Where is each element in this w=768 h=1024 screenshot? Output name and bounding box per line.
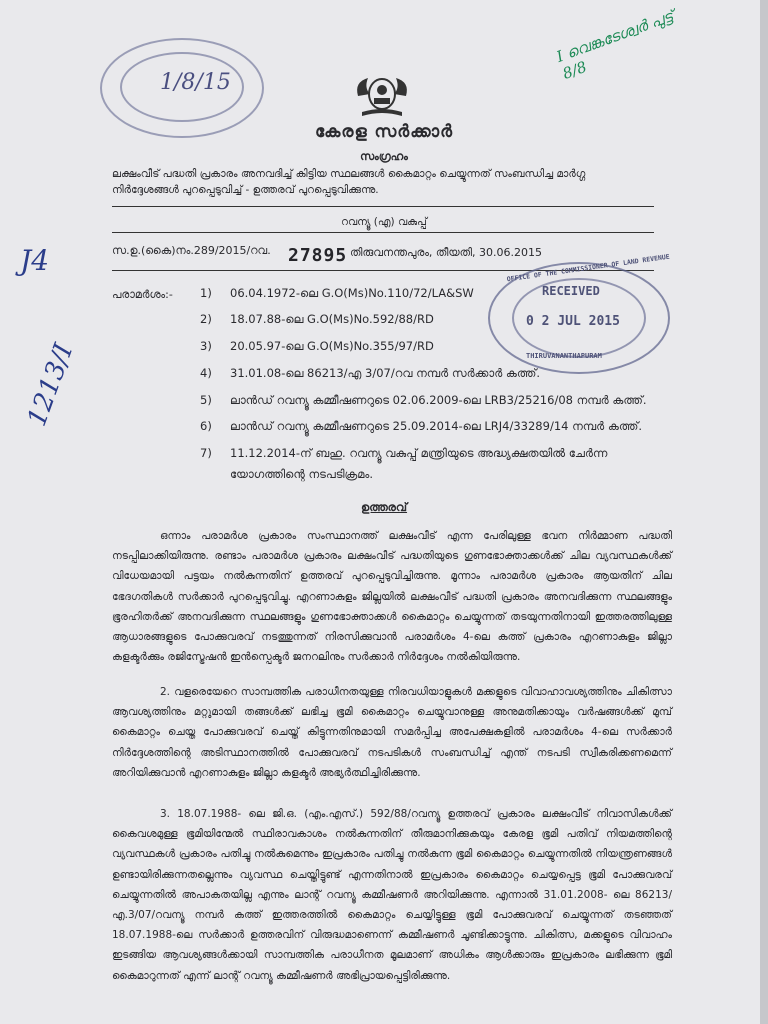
received-date: 0 2 JUL 2015 — [526, 314, 620, 329]
margin-note-file-number: 1213/I — [22, 339, 80, 431]
top-right-handwritten-note: I വെങ്കടേശ്വർ പുട്ട് 8/8 — [554, 6, 676, 83]
department-rule — [112, 232, 654, 233]
top-left-stamp-date: 1/8/15 — [160, 70, 231, 95]
subject-rule — [112, 206, 654, 207]
place-and-date: തിരുവനന്തപുരം, തീയതി, 30.06.2015 — [350, 246, 543, 259]
reference-text: 18.07.88-ലെ G.O(Ms)No.592/88/RD — [230, 312, 434, 326]
abstract-label: സംഗ്രഹം — [360, 150, 408, 163]
reference-item — [200, 446, 670, 482]
reference-text: ലാൻഡ് റവന്യൂ കമ്മീഷണറുടെ 02.06.2009-ലെ LRB3/25216/08 നമ്പർ കത്ത്. — [230, 393, 647, 407]
reference-number: 3) — [200, 339, 212, 353]
body-paragraph: 2. വളരെയേറെ സാമ്പത്തിക പരാധീനതയുള്ള നിരവധിയാളുകൾ മക്കളുടെ വിവാഹാവശ്യത്തിനും ചികിത്സാ ആവശ്യത്തിനും മറ്റുമായി തങ്ങൾക്ക് ലഭിച്ച ഭൂമി കൈമാറ്റം ചെയ്യുവാനുള്ള അനുമതിക്കായും വർഷങ്ങൾക്ക് മുമ്പ് കൈമാറ്റം ചെയ്ത പോക്കുവരവ് ചെയ്ത് കിട്ടുന്നതിനുമായി സമർപ്പിച്ച അപേക്ഷകളിൽ പരാമർശം 4-ലെ സർക്കാർ നിർദ്ദേശത്തിന്റെ അടിസ്ഥാനത്തിൽ പോക്കുവരവ് നടപടികൾ സംബന്ധിച്ച് എന്ത് നടപടി സ്വീകരിക്കണമെന്ന് അറിയിക്കുവാൻ എറണാകുളം ജില്ലാ കളക്ടർ അഭ്യർത്ഥിച്ചിരിക്കുന്നു. — [112, 686, 672, 779]
order-subject: ലക്ഷംവീട് പദ്ധതി പ്രകാരം അനവദിച്ച് കിട്ടിയ സ്ഥലങ്ങൾ കൈമാറ്റം ചെയ്യുന്നത് സംബന്ധിച്ച മാർഗ്ഗ നിർദ്ദേശങ്ങൾ പുറപ്പെടുവിച്ച് - ഉത്തരവ് പുറപ്പെടുവിക്കുന്നു. — [112, 168, 586, 196]
body-paragraph: 3. 18.07.1988- ലെ ജി.ഒ. (എം.എസ്.) 592/88/റവന്യൂ ഉത്തരവ് പ്രകാരം ലക്ഷംവീട് നിവാസികൾക്ക് കൈവശമുള്ള ഭൂമിയിന്മേൽ സ്ഥിരാവകാശം നൽകുന്നതിന് തീരുമാനിക്കുകയും കേരള ഭൂമി പതിവ് നിയമത്തിന്റെ വ്യവസ്ഥകൾ പ്രകാരം പതിച്ചു നൽകുമെന്നും ഇപ്രകാരം പതിച്ചു നൽകുന്ന ഭൂമി കൈമാറ്റം ചെയ്യുന്നതിൽ നിയന്ത്രണങ്ങൾ ഉണ്ടായിരിക്കുന്നതല്ലെന്നും വ്യവസ്ഥ ചെയ്തിട്ടുണ്ട് എന്നതിനാൽ ഇപ്രകാരം കൈമാറ്റം ചെയ്യപ്പെട്ട ഭൂമി പോക്കുവരവ് ചെയ്യുന്നതിൽ അപാകതയില്ല എന്നും ലാന്റ് റവന്യൂ കമ്മീഷണർ അറിയിക്കുന്നു. എന്നാൽ 31.01.2008- ലെ 86213/എ.3/07/റവന്യൂ നമ്പർ കത്ത് ഇത്തരത്തിൽ കൈമാറ്റം ചെയ്യിട്ടുള്ള ഭൂമി പോക്കുവരവ് ചെയ്യുന്നത് തടഞ്ഞത് 18.07.1988-ലെ സർക്കാർ ഉത്തരവിന് വിരുദ്ധമാണെന്ന് കമ്മീഷണർ ചൂണ്ടിക്കാട്ടുന്നു. ചികിത്സ, മക്കളുടെ വിവാഹം ഇടങ്ങിയ ആവശ്യങ്ങൾക്കായി സാമ്പത്തിക പരാധീനത മൂലമാണ് അധികം ആൾക്കാരും ഇപ്രകാരം ലഭിക്കുന്ന ഭൂമി കൈമാറുന്നത് എന്ന് ലാന്റ് റവന്യൂ കമ്മീഷണർ അഭിപ്രായപ്പെട്ടിരിക്കുന്നു. — [112, 808, 672, 982]
reference-text: ലാൻഡ് റവന്യൂ കമ്മീഷണറുടെ 25.09.2014-ലെ LRJ4/33289/14 നമ്പർ കത്ത്. — [230, 419, 643, 433]
reference-text-continued: യോഗത്തിന്റെ നടപടിക്രമം. — [230, 467, 373, 481]
order-heading: ഉത്തരവ് — [360, 500, 408, 514]
reference-text: 11.12.2014-ന് ബഹു. റവന്യൂ വകുപ്പ് മന്ത്രിയുടെ അദ്ധ്യക്ഷതയിൽ ചേർന്ന — [230, 446, 608, 460]
reference-text: 20.05.97-ലെ G.O(Ms)No.355/97/RD — [230, 339, 434, 353]
received-office: OFFICE OF THE COMMISSIONER OF LAND REVENUE — [506, 252, 671, 284]
reference-number: 1) — [200, 286, 212, 300]
received-label: RECEIVED — [542, 284, 600, 298]
department-name: റവന്യൂ (എ) വകുപ്പ് — [341, 216, 427, 228]
reference-number: 4) — [200, 366, 212, 380]
government-order-number: സ.ഉ.(കൈ)നം.289/2015/റവ. — [112, 244, 271, 257]
inward-number-stamp: 27895 — [288, 245, 348, 266]
reference-item — [200, 393, 670, 408]
margin-note-j4: J4 — [20, 244, 50, 277]
reference-item — [200, 419, 670, 434]
references-label: പരാമർശം:- — [112, 288, 173, 301]
reference-text: 31.01.08-ലെ 86213/എ 3/07/റവ നമ്പർ സർക്കാർ കത്ത്. — [230, 366, 541, 380]
reference-text: 06.04.1972-ലെ G.O(Ms)No.110/72/LA&SW — [230, 286, 474, 300]
reference-number: 5) — [200, 393, 212, 407]
kerala-emblem-icon — [352, 72, 412, 120]
reference-number: 6) — [200, 419, 212, 433]
body-paragraph: ഒന്നാം പരാമർശ പ്രകാരം സംസ്ഥാനത്ത് ലക്ഷംവീട് എന്ന പേരിലുള്ള ഭവന നിർമ്മാണ പദ്ധതി നടപ്പിലാക്കിയിരുന്നു. രണ്ടാം പരാമർശ പ്രകാരം ലക്ഷംവീട് പദ്ധതിയുടെ ഗുണഭോക്താക്കൾക്ക് ചില വ്യവസ്ഥകൾക്ക് വിധേയമായി പട്ടയം നൽകുന്നതിന് ഉത്തരവ് പുറപ്പെടുവിച്ചിരുന്നു. മൂന്നാം പരാമർശ പ്രകാരം ആയതിന് ചില ഭേദഗതികൾ സർക്കാർ പുറപ്പെടുവിച്ചു. എറണാകുളം ജില്ലയിൽ ലക്ഷംവീട് പദ്ധതി പ്രകാരം അനവദിക്കുന്ന സ്ഥലങ്ങളും ഭൂരഹിതർക്ക് അനവദിക്കുന്ന സ്ഥലങ്ങളും ഗുണഭോക്താക്കൾ കൈമാറ്റം ചെയ്യുന്നത് തടയുന്നതിനായി ഇത്തരത്തിലുള്ള ആധാരങ്ങളുടെ പോക്കുവരവ് നടത്തുന്നത് നിരസിക്കുവാൻ പരാമർശം 4-ലെ കത്ത് പ്രകാരം എറണാകുളം ജില്ലാ കളക്ടർക്കും രജിസ്ട്രേഷൻ ഇൻസ്പെക്ടർ ജനറലിനും സർക്കാർ നിർദ്ദേശം നൽകിയിരുന്നു. — [112, 530, 672, 664]
reference-number: 2) — [200, 312, 212, 326]
received-city: THIRUVANANTHAPURAM — [526, 352, 602, 360]
reference-number: 7) — [200, 446, 212, 460]
government-title: കേരള സർക്കാർ — [314, 122, 454, 142]
